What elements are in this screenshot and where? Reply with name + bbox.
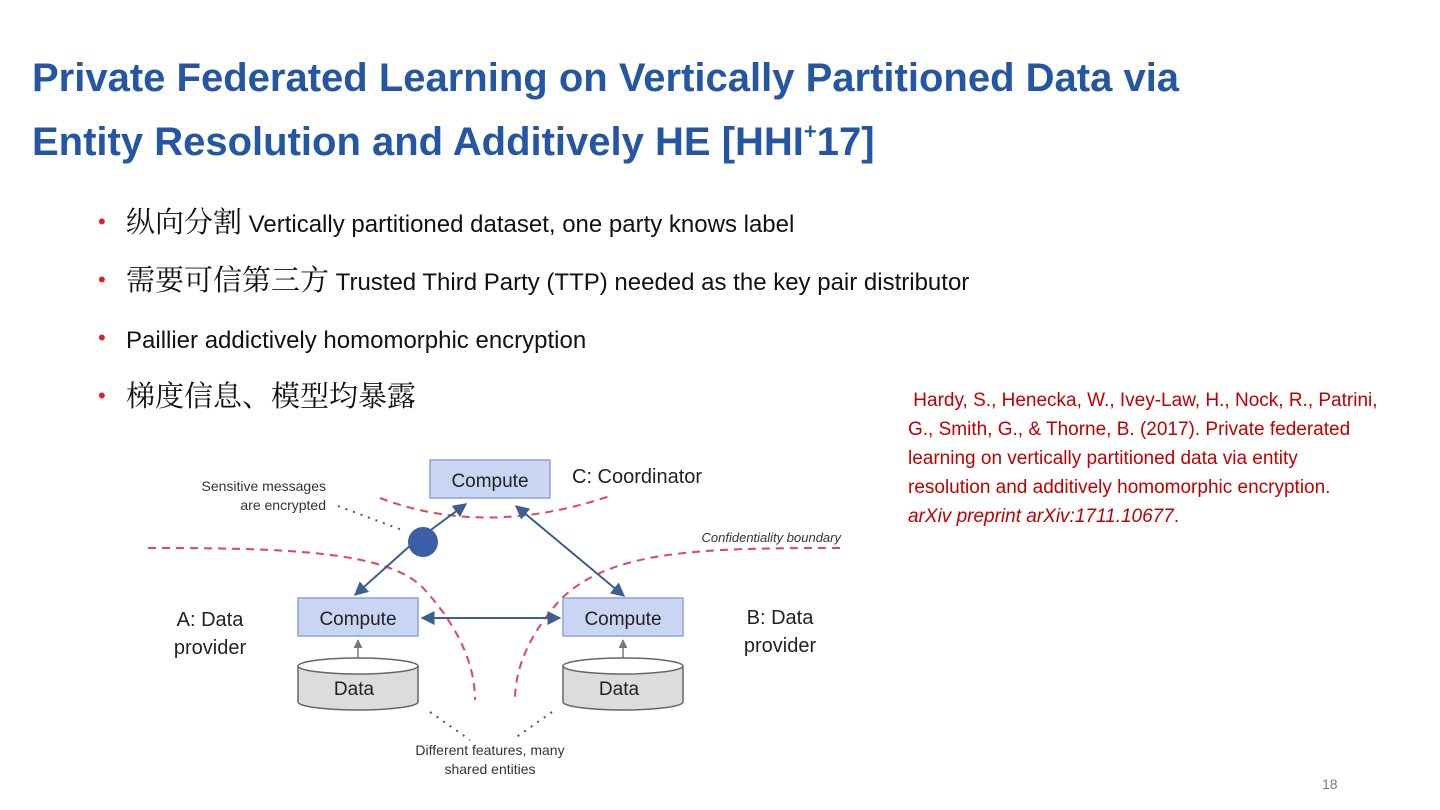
data-store-b xyxy=(563,658,683,710)
svg-text:Data: Data xyxy=(333,679,375,700)
svg-text:Compute: Compute xyxy=(319,609,397,630)
bullet-marker: • xyxy=(98,383,106,408)
slide-title xyxy=(32,46,1332,174)
compute-node-c xyxy=(430,460,550,498)
bullet-item: • 需要可信第三方 Trusted Third Party (TTP) needed as the key pair distributor xyxy=(98,258,969,316)
svg-text:Compute: Compute xyxy=(584,609,662,630)
bullet-marker: • xyxy=(98,209,106,234)
confidentiality-label: Confidentiality boundary xyxy=(701,530,841,545)
title-line-2: Entity Resolution and Additively HE [HHI+17] xyxy=(32,119,875,164)
reference-citation: Hardy, S., Henecka, W., Ivey-Law, H., Nock, R., Patrini, G., Smith, G., & Thorne, B. (2017). Private federated learning on vertically partitioned data via entity resolution and additively homomorphic encryption. arXiv preprint arXiv:1711.10677. xyxy=(908,390,1383,527)
bullet-marker: • xyxy=(98,325,106,350)
provider-b-label-1: B: Data xyxy=(746,607,814,629)
page-number: 18 xyxy=(1322,776,1338,792)
data-store-a xyxy=(298,658,418,710)
svg-text:Compute: Compute xyxy=(451,471,529,492)
sensitive-label-1: Sensitive messages xyxy=(201,478,326,494)
provider-b-label-2: provider xyxy=(743,635,817,657)
encrypted-message-node xyxy=(408,527,438,557)
bullet-list xyxy=(98,200,969,432)
bullet-item: • 梯度信息、模型均暴露 xyxy=(98,374,969,432)
features-label-2: shared entities xyxy=(444,761,536,777)
bullet-item: • 纵向分割 Vertically partitioned dataset, one party knows label xyxy=(98,200,969,258)
provider-a-label-1: A: Data xyxy=(176,609,244,631)
coordinator-label: C: Coordinator xyxy=(572,466,703,488)
sensitive-label-2: are encrypted xyxy=(240,497,326,513)
title-line-1: Private Federated Learning on Vertically Partitioned Data via xyxy=(32,56,1180,100)
bullet-marker: • xyxy=(98,267,106,292)
data-link-arrows xyxy=(358,640,623,660)
confidentiality-boundaries xyxy=(148,496,840,700)
provider-a-label-2: provider xyxy=(173,637,247,659)
compute-node-a xyxy=(298,598,418,636)
citation-venue: arXiv preprint arXiv:1711.10677 xyxy=(908,506,1174,527)
features-label-1: Different features, many xyxy=(415,742,565,758)
bullet-item: • Paillier addictively homomorphic encryption xyxy=(98,316,969,374)
architecture-diagram xyxy=(140,450,860,790)
svg-text:Data: Data xyxy=(598,679,640,700)
compute-node-b xyxy=(563,598,683,636)
